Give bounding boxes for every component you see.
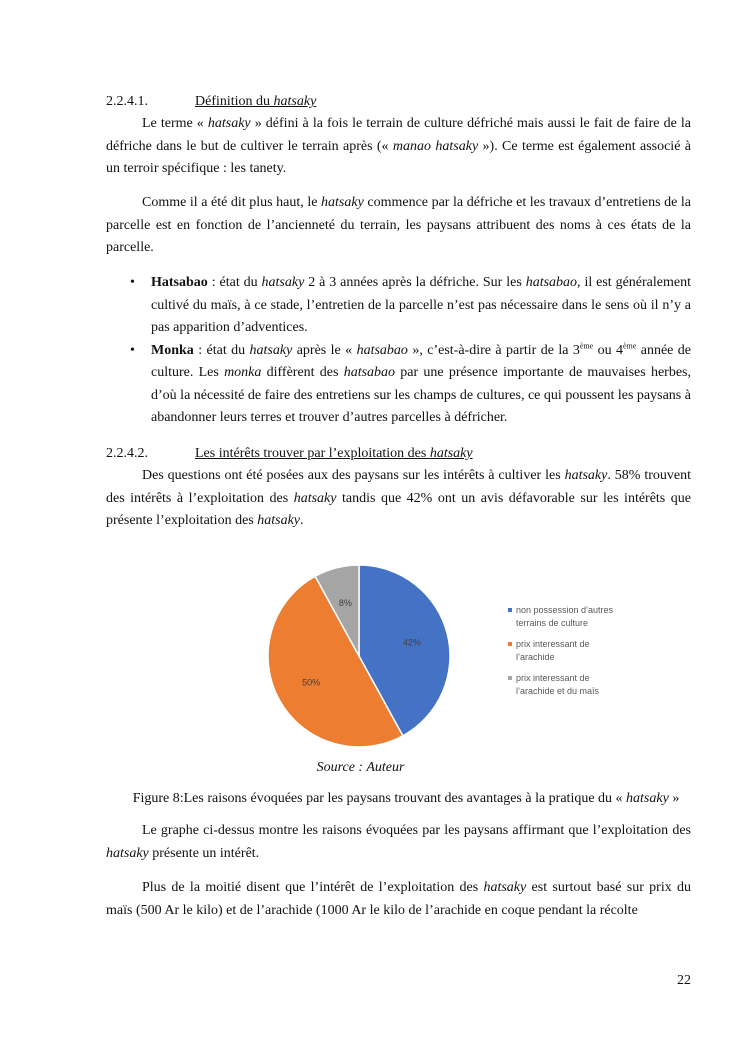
bullet-list [130,272,691,430]
section-title: Définition du hatsaky [195,94,317,109]
bullet-icon: • [130,275,135,290]
pie-data-label-2: 50% [302,677,321,688]
legend-swatch-2 [508,642,512,646]
paragraph-graph-explanation: Le graphe ci-dessus montre les raisons évoquées par les paysans affirmant que l’exploitation des hatsaky présente un intérêt. [106,823,691,861]
legend-label-3: prix interessant de l’arachide et du maïs [516,673,600,696]
paragraph-parcel-states: Comme il a été dit plus haut, le hatsaky commence par la défriche et les travaux d’entretiens de la parcelle est en fonction de l’ancienneté du terrain, les paysans attribuent des noms à ces états de la parcelle. [106,195,691,255]
section-number: 2.2.4.1. [106,94,148,109]
list-item-hatsabao: • Hatsabao : état du hatsaky 2 à 3 années après la défriche. Sur les hatsabao, il est généralement cultivé du maïs, à ce stade, l’entretien de la parcelle n’est pas nécessaire dans le sens où il n’y a pas apparition d’adventices. [130,272,691,340]
legend-swatch-3 [508,676,512,680]
paragraph-definition: Le terme « hatsaky » défini à la fois le terrain de culture défriché mais aussi le fait de faire de la défriche dans le but de cultiver le terrain après (« manao hatsaky »). Ce terme est également associé à un terroir spécifique : les tanety. [106,116,691,176]
legend-label-1: non possession d’autres terrains de culture [516,605,614,628]
pie-data-label-1: 42% [402,637,421,648]
page-number: 22 [677,973,691,988]
section-heading-2-2-4-2 [106,444,473,464]
section-number: 2.2.4.2. [106,446,148,461]
legend-label-2: prix interessant de l’arachide [516,639,590,662]
bullet-icon: • [130,342,135,358]
legend-swatch-1 [508,608,512,612]
list-item-monka: • Monka : état du hatsaky après le « hatsabao », c’est-à-dire à partir de la 3ème ou 4ème année de culture. Les monka diffèrent des hatsabao par une présence importante de mauvaises herbes, d’où la nécessité de faire des entretiens sur les champs de cultures, ce qui poussent les paysans à abandonner leurs terres et trouver d’autres parcelles à défricher. [130,340,691,425]
figure-caption: Figure 8:Les raisons évoquées par les paysans trouvant des avantages à la pratique du « hatsaky » [132,791,680,806]
section-title: Les intérêts trouver par l’exploitation des hatsaky [195,446,473,461]
figure-source: Source : Auteur [316,760,405,775]
pie-chart [250,555,650,755]
pie-data-label-3: 8% [338,598,352,609]
paragraph-survey-results: Des questions ont été posées aux des paysans sur les intérêts à cultiver les hatsaky. 58% trouvent des intérêts à l’exploitation des hatsaky tandis que 42% ont un avis défavorable sur les intérêts que présente l’exploitation des hatsaky. [106,468,691,528]
paragraph-prices: Plus de la moitié disent que l’intérêt de l’exploitation des hatsaky est surtout basé sur prix du maïs (500 Ar le kilo) et de l’arachide (1000 Ar le kilo de l’arachide en coque pendant la récolte [106,880,692,918]
section-heading-2-2-4-1 [106,92,316,112]
